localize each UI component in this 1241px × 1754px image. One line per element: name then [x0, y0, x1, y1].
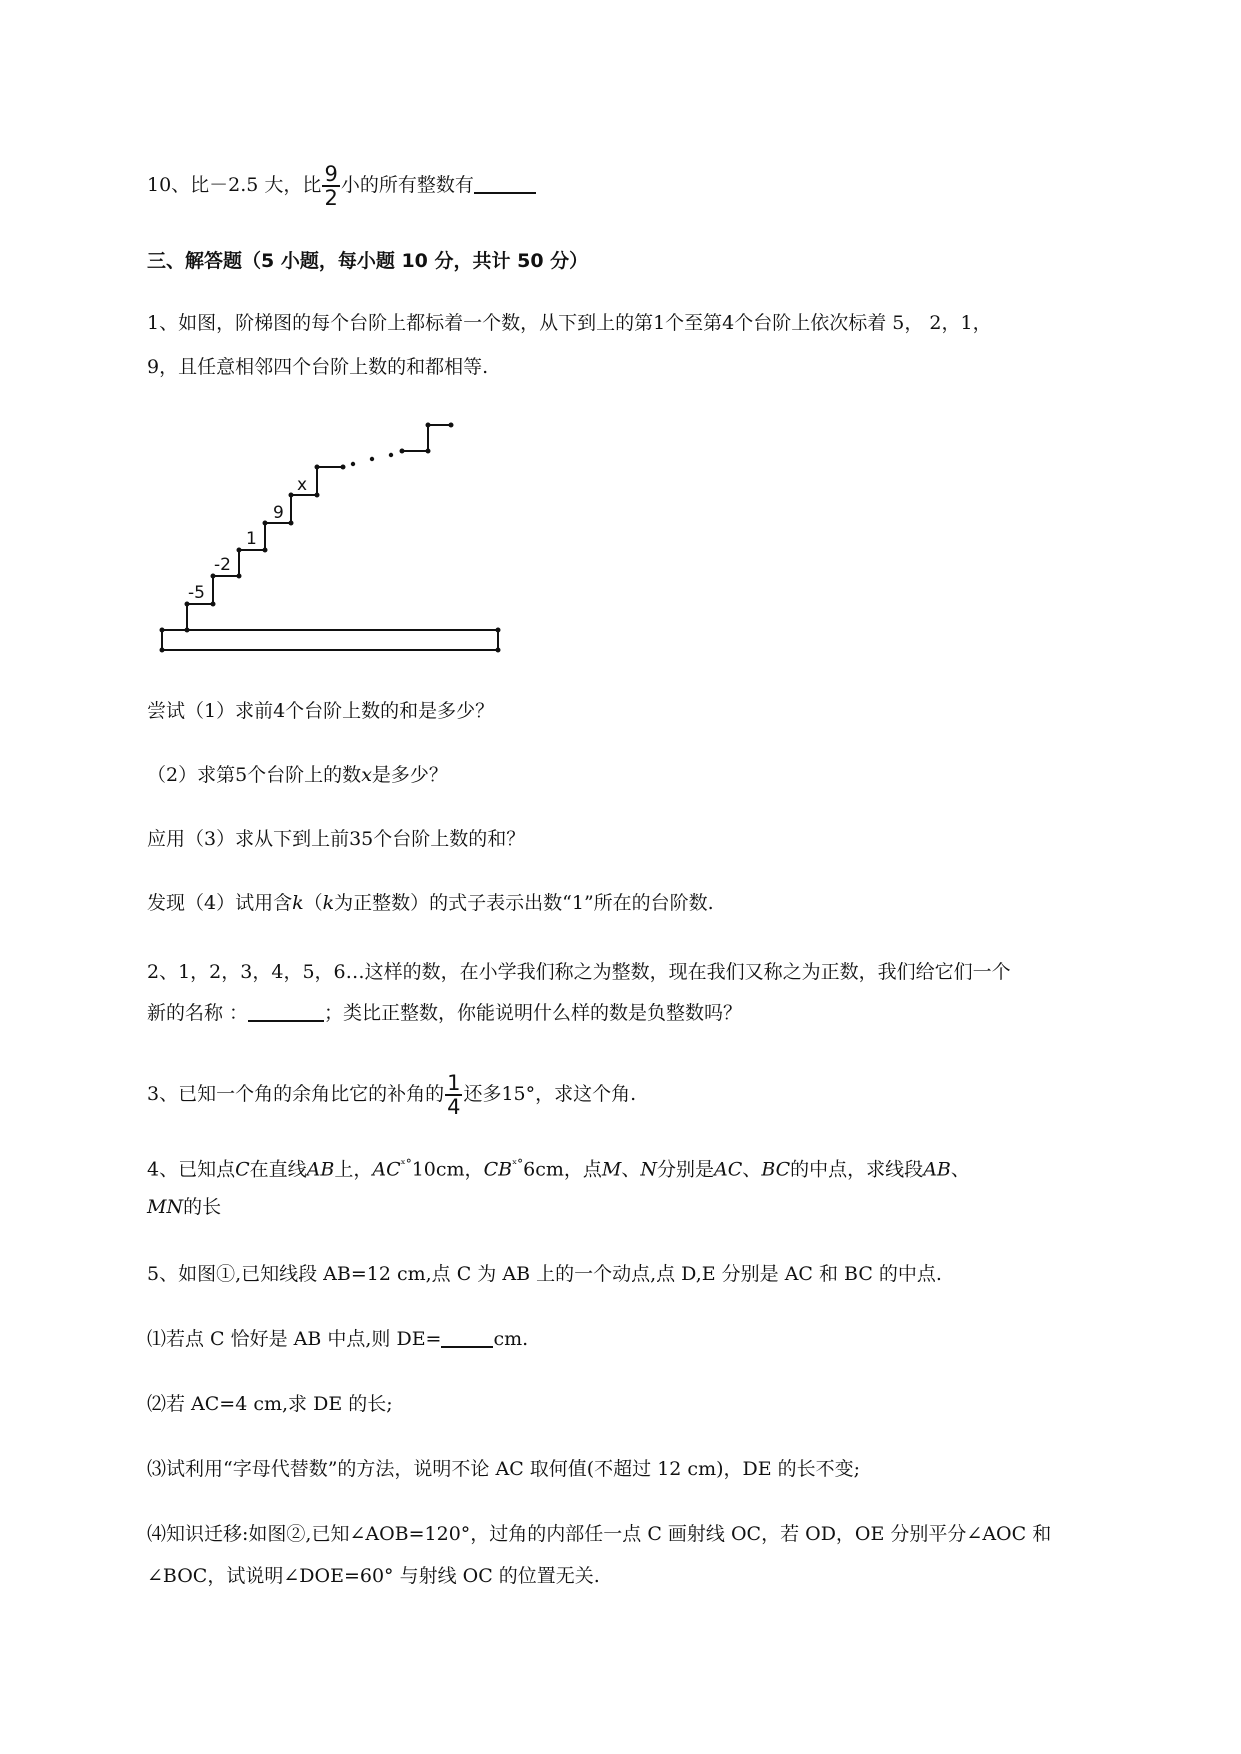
fraction-denominator: 2	[324, 186, 338, 211]
garbled-equals-mark: ˣ°	[400, 1157, 412, 1171]
segment-AB: AB	[923, 1158, 951, 1181]
p4-text: 上，	[334, 1158, 373, 1181]
problem-4-line-2	[147, 1198, 221, 1217]
p4-text: 、	[950, 1158, 970, 1181]
answer-blank[interactable]	[248, 1019, 324, 1022]
p4-text: 的中点，求线段	[790, 1158, 924, 1181]
p4-text: 、	[621, 1158, 641, 1181]
variable-x: x	[361, 764, 372, 786]
problem-1-question-1: 尝试（1）求前4个台阶上数的和是多少？	[147, 700, 495, 722]
p3-text-before: 3、已知一个角的余角比它的补角的	[147, 1083, 445, 1106]
p4-text: 6cm，点	[523, 1158, 602, 1181]
fraction-nine-halves	[322, 163, 339, 209]
segment-MN: MN	[147, 1196, 184, 1218]
p4-text: 10cm，	[411, 1158, 484, 1181]
segment-BC: BC	[761, 1158, 791, 1181]
problem-2-line-1: 2、1，2，3，4，5，6…这样的数，在小学我们称之为整数，现在我们又称之为正数，我们给它们一个	[147, 961, 1011, 983]
problem-1-line-1: 1、如图，阶梯图的每个台阶上都标着一个数，从下到上的第1个至第4个台阶上依次标着 5， 2，1，	[147, 312, 992, 334]
problem-1-question-2	[147, 766, 448, 785]
ellipsis-dot	[351, 462, 355, 466]
section-heading: 三、解答题（5 小题，每小题 10 分，共计 50 分）	[147, 250, 589, 272]
point-N: N	[640, 1158, 658, 1181]
problem-1-line-2: 9，且任意相邻四个台阶上数的和都相等.	[147, 356, 489, 378]
problem-5-question-4-line-2: ∠BOC，试说明∠DOE=60° 与射线 OC 的位置无关.	[147, 1565, 600, 1587]
segment-AB: AB	[306, 1158, 335, 1181]
step-label: 9	[273, 503, 284, 523]
p4-text: 的长	[183, 1196, 222, 1218]
step-label: x	[297, 475, 308, 495]
q4-text-b: （	[303, 892, 323, 914]
p3-text-after: 还多15°，求这个角.	[463, 1083, 637, 1106]
segment-AC: AC	[714, 1158, 743, 1181]
p4-text: 分别是	[657, 1158, 715, 1181]
staircase-figure	[140, 415, 520, 655]
p2-text-after: ；类比正整数，你能说明什么样的数是负整数吗？	[324, 1002, 743, 1024]
p2-text-before: 新的名称 ：	[147, 1002, 249, 1024]
q10-text-before: 10、比－2.5 大，比	[147, 174, 322, 197]
q4-text-c: 为正整数）的式子表示出数“1”所在的台阶数.	[334, 892, 714, 914]
step-label: -2	[214, 555, 231, 575]
q4-text-a: 发现（4）试用含	[147, 892, 293, 914]
staircase-base	[162, 630, 498, 650]
variable-k: k	[292, 892, 304, 914]
p4-text: 4、已知点	[147, 1158, 236, 1181]
problem-3	[147, 1072, 636, 1118]
answer-blank[interactable]	[474, 191, 536, 194]
fraction-numerator: 1	[447, 1071, 461, 1095]
problem-5-question-3: ⑶试利用“字母代替数”的方法，说明不论 AC 取何值(不超过 12 cm)，DE 的长不变;	[147, 1458, 861, 1480]
p5-q1-text-before: ⑴若点 C 恰好是 AB 中点,则 DE=	[147, 1328, 442, 1350]
fraction-denominator: 4	[447, 1095, 461, 1120]
problem-5-question-1	[147, 1330, 528, 1349]
step-label: 1	[246, 529, 257, 549]
problem-5-question-2: ⑵若 AC=4 cm,求 DE 的长;	[147, 1393, 393, 1415]
problem-5-intro: 5、如图①,已知线段 AB=12 cm,点 C 为 AB 上的一个动点,点 D,E 分别是 AC 和 BC 的中点.	[147, 1263, 942, 1285]
problem-2-line-2	[147, 1004, 742, 1023]
p4-text: 、	[742, 1158, 762, 1181]
segment-CB: CB	[483, 1158, 513, 1181]
garbled-equals-mark: ˣ°	[512, 1157, 524, 1171]
problem-4-line-1	[147, 1158, 970, 1179]
staircase-top-steps	[402, 425, 451, 451]
segment-AC: AC	[372, 1158, 401, 1181]
p5-q1-text-after: cm.	[493, 1328, 529, 1350]
ellipsis-dot	[389, 453, 393, 457]
point-M: M	[601, 1158, 622, 1181]
problem-1-question-4	[147, 894, 714, 913]
step-label: -5	[188, 583, 205, 603]
problem-5-question-4-line-1: ⑷知识迁移:如图②,已知∠AOB=120°，过角的内部任一点 C 画射线 OC，若 OD，OE 分别平分∠AOC 和	[147, 1523, 1052, 1545]
question-10	[147, 163, 536, 209]
point-C: C	[235, 1158, 250, 1181]
q10-text-after: 小的所有整数有	[340, 174, 474, 197]
problem-1-question-3: 应用（3）求从下到上前35个台阶上数的和？	[147, 828, 526, 850]
fraction-numerator: 9	[324, 162, 338, 186]
answer-blank[interactable]	[441, 1345, 493, 1348]
fraction-one-quarter	[445, 1072, 462, 1118]
variable-k: k	[322, 892, 335, 914]
q2-text-after: 是多少？	[371, 764, 448, 786]
p4-text: 在直线	[249, 1158, 307, 1181]
ellipsis-dot	[370, 457, 374, 461]
q2-text-before: （2）求第5个台阶上的数	[147, 764, 362, 786]
